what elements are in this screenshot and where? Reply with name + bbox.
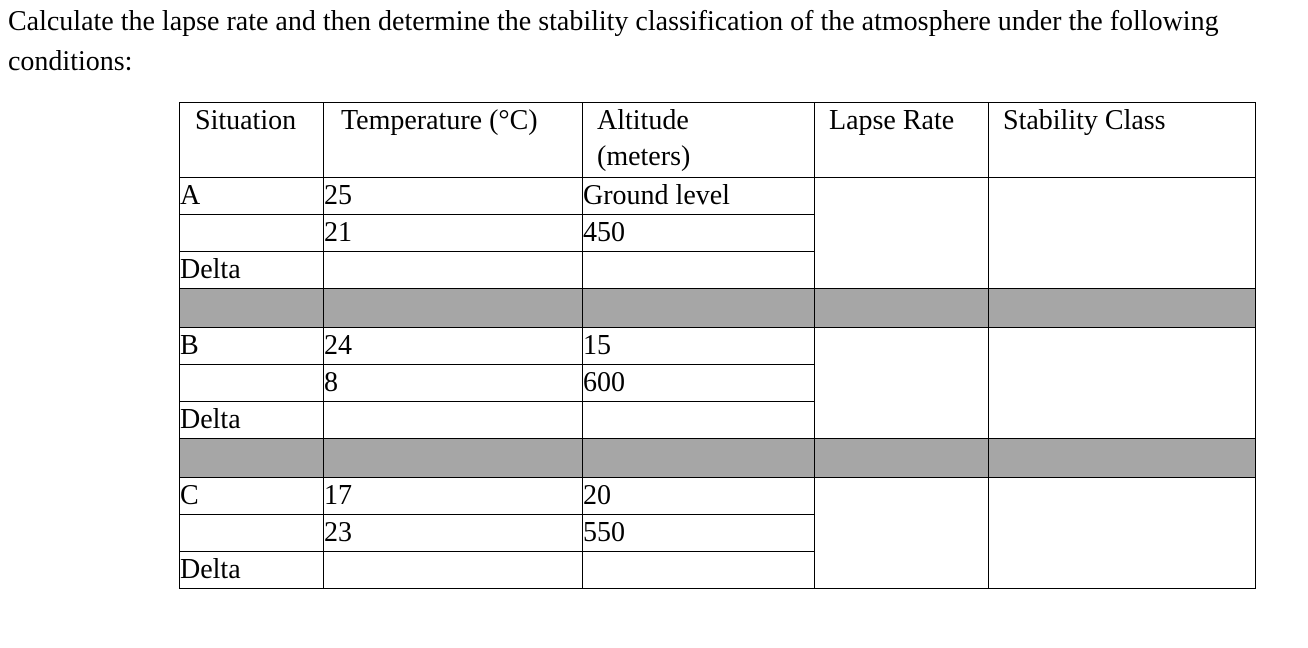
- header-temperature: Temperature (°C): [324, 103, 583, 178]
- delta-altitude-cell: [583, 552, 815, 589]
- table-header-row: [180, 103, 1256, 178]
- header-altitude-line1: Altitude: [597, 105, 689, 136]
- separator-cell: [815, 289, 989, 328]
- delta-temperature-cell: [324, 552, 583, 589]
- temperature-cell: 25: [324, 178, 583, 215]
- lapse-rate-table: [179, 102, 1256, 589]
- situation-cell: C: [180, 478, 324, 515]
- delta-altitude-cell: [583, 402, 815, 439]
- lapse-rate-cell: [815, 178, 989, 289]
- altitude-cell: 450: [583, 215, 815, 252]
- altitude-cell: Ground level: [583, 178, 815, 215]
- lapse-rate-cell: [815, 328, 989, 439]
- delta-label: Delta: [180, 252, 324, 289]
- altitude-cell: 550: [583, 515, 815, 552]
- separator-cell: [583, 289, 815, 328]
- temperature-cell: 24: [324, 328, 583, 365]
- separator-cell: [180, 289, 324, 328]
- delta-label: Delta: [180, 402, 324, 439]
- stability-class-cell: [989, 478, 1256, 589]
- question-prompt: Calculate the lapse rate and then determine the stability classification of the atmosphere under the following conditions:: [8, 6, 1219, 77]
- altitude-cell: 15: [583, 328, 815, 365]
- separator-cell: [583, 439, 815, 478]
- altitude-cell: 600: [583, 365, 815, 402]
- situation-cell-empty: [180, 365, 324, 402]
- header-lapse-rate: Lapse Rate: [815, 103, 989, 178]
- stability-class-cell: [989, 178, 1256, 289]
- separator-row: [180, 289, 1256, 328]
- situation-cell-empty: [180, 515, 324, 552]
- delta-temperature-cell: [324, 402, 583, 439]
- temperature-cell: 8: [324, 365, 583, 402]
- situation-cell-empty: [180, 215, 324, 252]
- header-stability-class: Stability Class: [989, 103, 1256, 178]
- delta-temperature-cell: [324, 252, 583, 289]
- header-altitude-line2: (meters): [597, 141, 691, 172]
- separator-cell: [324, 439, 583, 478]
- delta-label: Delta: [180, 552, 324, 589]
- separator-row: [180, 439, 1256, 478]
- situation-cell: A: [180, 178, 324, 215]
- lapse-rate-cell: [815, 478, 989, 589]
- separator-cell: [815, 439, 989, 478]
- table-row: [180, 328, 1256, 365]
- table-row: [180, 178, 1256, 215]
- temperature-cell: 17: [324, 478, 583, 515]
- altitude-cell: 20: [583, 478, 815, 515]
- header-situation: Situation: [180, 103, 324, 178]
- temperature-cell: 23: [324, 515, 583, 552]
- separator-cell: [989, 289, 1256, 328]
- delta-altitude-cell: [583, 252, 815, 289]
- separator-cell: [180, 439, 324, 478]
- header-altitude: [583, 103, 815, 178]
- temperature-cell: 21: [324, 215, 583, 252]
- separator-cell: [324, 289, 583, 328]
- situation-cell: B: [180, 328, 324, 365]
- table-row: [180, 478, 1256, 515]
- separator-cell: [989, 439, 1256, 478]
- stability-class-cell: [989, 328, 1256, 439]
